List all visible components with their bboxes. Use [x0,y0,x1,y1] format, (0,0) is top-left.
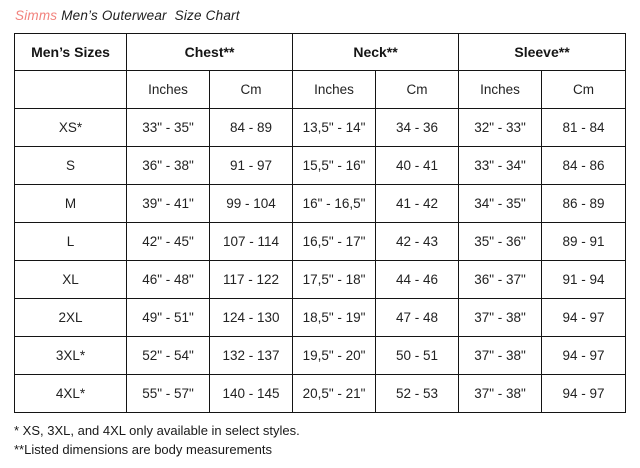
measurement-cell: 94 - 97 [542,299,626,337]
measurement-cell: 37" - 38" [459,299,542,337]
measurement-cell: 94 - 97 [542,375,626,413]
measurement-cell: 94 - 97 [542,337,626,375]
measurement-cell: 37" - 38" [459,337,542,375]
size-label: S [15,147,127,185]
table-unit-header-row [15,71,626,109]
size-label: L [15,223,127,261]
measurement-cell: 50 - 51 [376,337,459,375]
measurement-cell: 84 - 89 [210,109,293,147]
measurement-cell: 20,5" - 21" [293,375,376,413]
measurement-cell: 15,5" - 16" [293,147,376,185]
footnotes [14,421,300,459]
unit-header-empty [15,71,127,109]
measurement-cell: 34" - 35" [459,185,542,223]
measurement-cell: 36" - 37" [459,261,542,299]
unit-header-cm: Cm [210,71,293,109]
measurement-cell: 91 - 94 [542,261,626,299]
table-row [15,337,626,375]
measurement-cell: 52" - 54" [127,337,210,375]
measurement-cell: 89 - 91 [542,223,626,261]
size-label: XS* [15,109,127,147]
unit-header-inches: Inches [293,71,376,109]
unit-header-inches: Inches [459,71,542,109]
column-header-sizes: Men’s Sizes [15,34,127,71]
measurement-cell: 34 - 36 [376,109,459,147]
measurement-cell: 33" - 34" [459,147,542,185]
measurement-cell: 86 - 89 [542,185,626,223]
measurement-cell: 42 - 43 [376,223,459,261]
measurement-cell: 91 - 97 [210,147,293,185]
measurement-cell: 84 - 86 [542,147,626,185]
measurement-cell: 40 - 41 [376,147,459,185]
column-header-neck: Neck** [293,34,459,71]
measurement-cell: 16" - 16,5" [293,185,376,223]
measurement-cell: 49" - 51" [127,299,210,337]
measurement-cell: 99 - 104 [210,185,293,223]
footnote-select-styles: * XS, 3XL, and 4XL only available in select styles. [14,423,300,438]
measurement-cell: 117 - 122 [210,261,293,299]
measurement-cell: 37" - 38" [459,375,542,413]
measurement-cell: 107 - 114 [210,223,293,261]
measurement-cell: 132 - 137 [210,337,293,375]
table-row [15,223,626,261]
measurement-cell: 44 - 46 [376,261,459,299]
measurement-cell: 18,5" - 19" [293,299,376,337]
table-row [15,109,626,147]
measurement-cell: 42" - 45" [127,223,210,261]
measurement-cell: 41 - 42 [376,185,459,223]
measurement-cell: 55" - 57" [127,375,210,413]
size-table-body [15,109,626,413]
table-row [15,299,626,337]
table-row [15,375,626,413]
measurement-cell: 124 - 130 [210,299,293,337]
measurement-cell: 36" - 38" [127,147,210,185]
size-label: 4XL* [15,375,127,413]
measurement-cell: 39" - 41" [127,185,210,223]
size-chart-table [14,33,626,413]
measurement-cell: 47 - 48 [376,299,459,337]
measurement-cell: 33" - 35" [127,109,210,147]
measurement-cell: 19,5" - 20" [293,337,376,375]
size-label: M [15,185,127,223]
footnote-body-measurements: **Listed dimensions are body measurements [14,442,272,457]
measurement-cell: 52 - 53 [376,375,459,413]
unit-header-inches: Inches [127,71,210,109]
measurement-cell: 16,5" - 17" [293,223,376,261]
size-label: 3XL* [15,337,127,375]
page-title [15,8,240,23]
measurement-cell: 35" - 36" [459,223,542,261]
measurement-cell: 32" - 33" [459,109,542,147]
measurement-cell: 17,5" - 18" [293,261,376,299]
table-group-header-row [15,34,626,71]
unit-header-cm: Cm [376,71,459,109]
column-header-sleeve: Sleeve** [459,34,626,71]
measurement-cell: 140 - 145 [210,375,293,413]
brand-name: Simms [15,8,58,23]
size-label: XL [15,261,127,299]
measurement-cell: 46" - 48" [127,261,210,299]
column-header-chest: Chest** [127,34,293,71]
measurement-cell: 13,5" - 14" [293,109,376,147]
table-row [15,147,626,185]
size-label: 2XL [15,299,127,337]
measurement-cell: 81 - 84 [542,109,626,147]
page-title-text: Men’s Outerwear Size Chart [57,8,240,23]
table-row [15,261,626,299]
unit-header-cm: Cm [542,71,626,109]
table-row [15,185,626,223]
